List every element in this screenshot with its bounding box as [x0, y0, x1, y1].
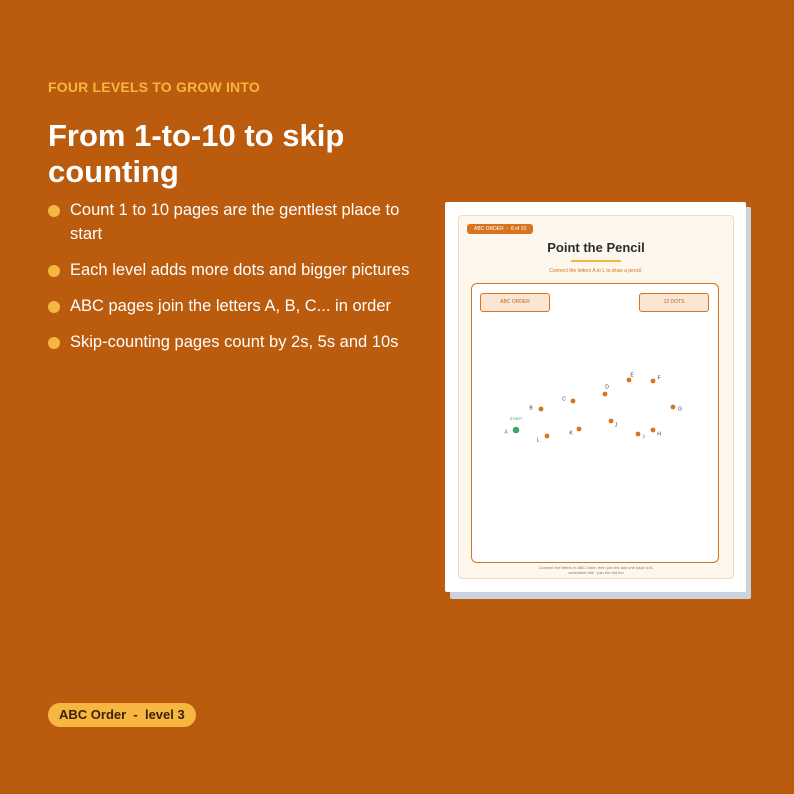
puzzle-dot-label: J — [614, 422, 618, 429]
puzzle-dot-label: E — [630, 372, 634, 379]
dot-puzzle — [472, 284, 718, 562]
bullet-dot-icon — [48, 337, 60, 349]
puzzle-dot-label: K — [569, 430, 573, 437]
puzzle-dot-label: I — [643, 434, 645, 441]
feature-text: Each level adds more dots and bigger pictures — [70, 261, 410, 279]
puzzle-dot-label: A — [504, 429, 508, 436]
feature-item — [48, 294, 428, 318]
eyebrow-label: FOUR LEVELS TO GROW INTO — [48, 79, 260, 95]
puzzle-dot-label: L — [536, 437, 540, 444]
puzzle-dot-label: B — [529, 405, 533, 412]
title-underline — [571, 260, 621, 262]
puzzle-dot-g — [671, 405, 676, 410]
dot-puzzle-frame — [471, 283, 719, 563]
bullet-dot-icon — [48, 301, 60, 313]
puzzle-dot-i — [636, 432, 641, 437]
puzzle-dot-label: D — [605, 384, 609, 391]
feature-item — [48, 258, 428, 282]
bullet-dot-icon — [48, 205, 60, 217]
puzzle-dot-d — [603, 392, 608, 397]
feature-item — [48, 330, 428, 354]
puzzle-dot-a — [513, 427, 520, 434]
puzzle-dot-c — [571, 399, 576, 404]
puzzle-dot-label: C — [562, 396, 566, 403]
feature-text: Count 1 to 10 pages are the gentlest place to start — [70, 201, 400, 243]
worksheet-title: Point the Pencil — [547, 240, 645, 255]
chip-abc-order: ABC ORDER — [480, 293, 550, 312]
puzzle-dot-label: G — [678, 406, 682, 413]
worksheet-preview — [445, 202, 746, 592]
puzzle-dot-k — [577, 427, 582, 432]
feature-text: Skip-counting pages count by 2s, 5s and 10s — [70, 333, 399, 351]
level-badge: ABC Order - level 3 — [48, 703, 196, 727]
bullet-dot-icon — [48, 265, 60, 277]
puzzle-dot-label: H — [657, 431, 661, 438]
footer-line: worksheet title · join the dot fun — [568, 570, 624, 575]
worksheet-page — [458, 215, 734, 579]
puzzle-dot-b — [539, 407, 544, 412]
feature-text: ABC pages join the letters A, B, C... in order — [70, 297, 391, 315]
footer-line: Connect the letters in ABC order, then join the last one back to A. — [538, 565, 654, 570]
puzzle-dot-j — [609, 419, 614, 424]
start-label: START — [509, 416, 523, 421]
headline: From 1-to-10 to skip counting — [48, 118, 345, 189]
chip-dot-count: 12 DOTS — [639, 293, 709, 312]
worksheet-footer — [459, 565, 733, 575]
feature-list — [48, 198, 428, 366]
puzzle-dot-label: F — [657, 375, 661, 382]
puzzle-dot-l — [545, 434, 550, 439]
puzzle-dot-f — [651, 379, 656, 384]
feature-item — [48, 198, 428, 246]
page-tag: ABC ORDER - 8 of 10 — [467, 224, 533, 234]
puzzle-dot-h — [651, 428, 656, 433]
worksheet-instruction: Connect the letters A to L to draw a pencil. — [549, 268, 643, 274]
